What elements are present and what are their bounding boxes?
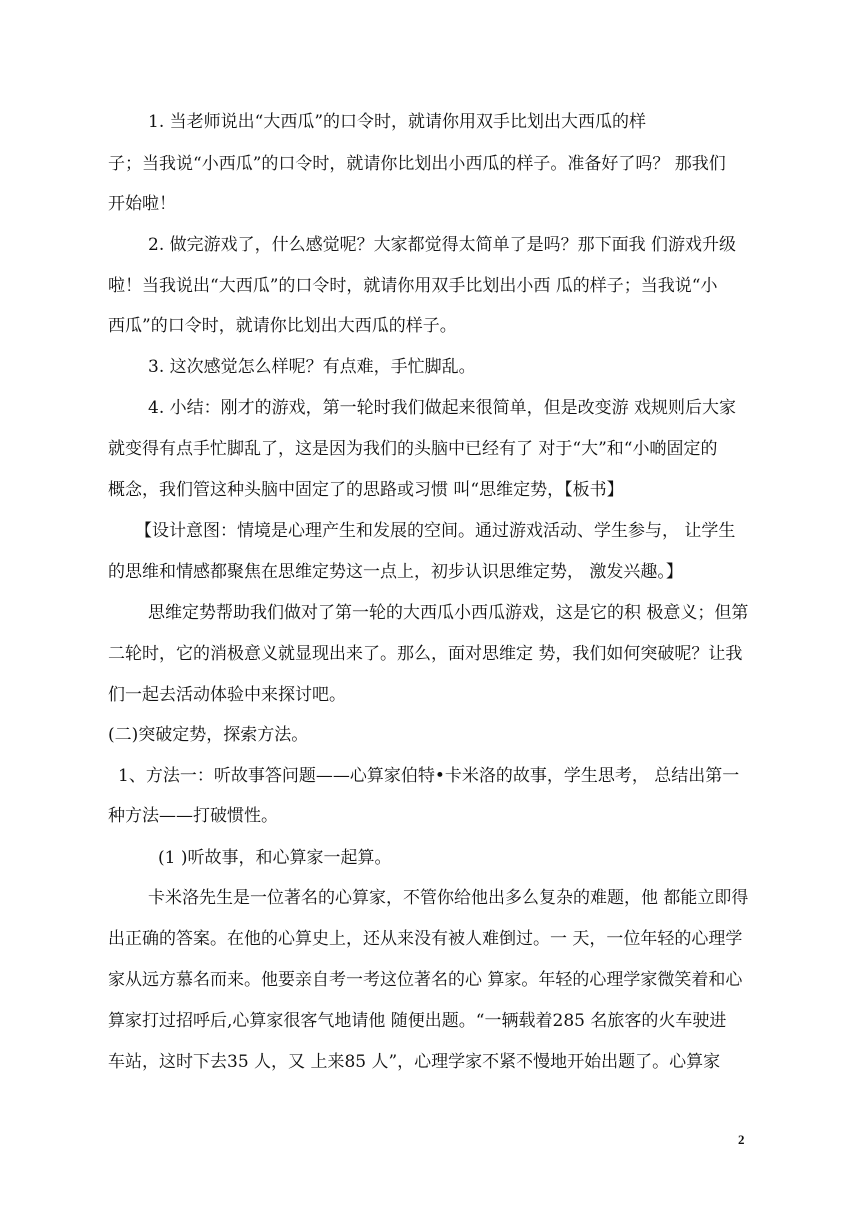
text-line: 的思维和情感都聚焦在思维定势这一点上，初步认识思维定势， 激发兴趣。】 [108, 562, 683, 582]
text-line: 二轮时，它的消极意义就显现出来了。那么，面对思维定 势，我们如何突破呢？让我 [108, 644, 743, 664]
text-line: 1、方法一：听故事答问题——心算家伯特•卡米洛的故事，学生思考， 总结出第一 [118, 766, 740, 786]
text-line: 啦！当我说出“大西瓜”的口令时，就请你用双手比划出小西 瓜的样子；当我说“小 [108, 276, 718, 296]
text-line: 家从远方慕名而来。他要亲自考一考这位著名的心 算家。年轻的心理学家微笑着和心 [108, 970, 743, 990]
text-line: 【设计意图：情境是心理产生和发展的空间。通过游戏活动、学生参与， 让学生 [135, 521, 736, 541]
text-line: 3. 这次感觉怎么样呢？有点难，手忙脚乱。 [148, 357, 476, 377]
text-line: 子；当我说“小西瓜”的口令时，就请你比划出小西瓜的样子。准备好了吗？ 那我们 [108, 154, 726, 174]
text-line: 1. 当老师说出“大西瓜”的口令时，就请你用双手比划出大西瓜的样 [148, 112, 647, 132]
text-line: 概念，我们管这种头脑中固定了的思路或习惯 叫“思维定势，【板书】 [108, 480, 624, 500]
section-heading: (二)突破定势，探索方法。 [108, 725, 309, 745]
sub-heading: (1 )听故事，和心算家一起算。 [158, 848, 392, 868]
text-line: 2. 做完游戏了，什么感觉呢？大家都觉得太简单了是吗？那下面我 们游戏升级 [148, 235, 737, 255]
text-line: 们一起去活动体验中来探讨吧。 [108, 685, 346, 705]
text-line: 车站，这时下去35 人，又 上来85 人”，心理学家不紧不慢地开始出题了。心算家 [108, 1052, 721, 1072]
text-line: 4. 小结：刚才的游戏，第一轮时我们做起来很简单，但是改变游 戏规则后大家 [148, 398, 737, 418]
text-line: 种方法——打破惯性。 [108, 806, 278, 826]
text-line: 西瓜”的口令时，就请你比划出大西瓜的样子。 [108, 316, 457, 336]
page-number: 2 [738, 1132, 745, 1147]
text-line: 开始啦！ [108, 194, 176, 214]
text-line: 算家打过招呼后,心算家很客气地请他 随便出题。“一辆载着285 名旅客的火车驶进 [108, 1011, 727, 1031]
text-line: 思维定势帮助我们做对了第一轮的大西瓜小西瓜游戏，这是它的积 极意义；但第 [148, 603, 749, 623]
text-line: 就变得有点手忙脚乱了，这是因为我们的头脑中已经有了 对于“大”和“小啲固定的 [108, 439, 718, 459]
text-line: 出正确的答案。在他的心算史上，还从来没有被人难倒过。一 天，一位年轻的心理学 [108, 929, 743, 949]
text-line: 卡米洛先生是一位著名的心算家，不管你给他出多么复杂的难题，他 都能立即得 [148, 888, 749, 908]
